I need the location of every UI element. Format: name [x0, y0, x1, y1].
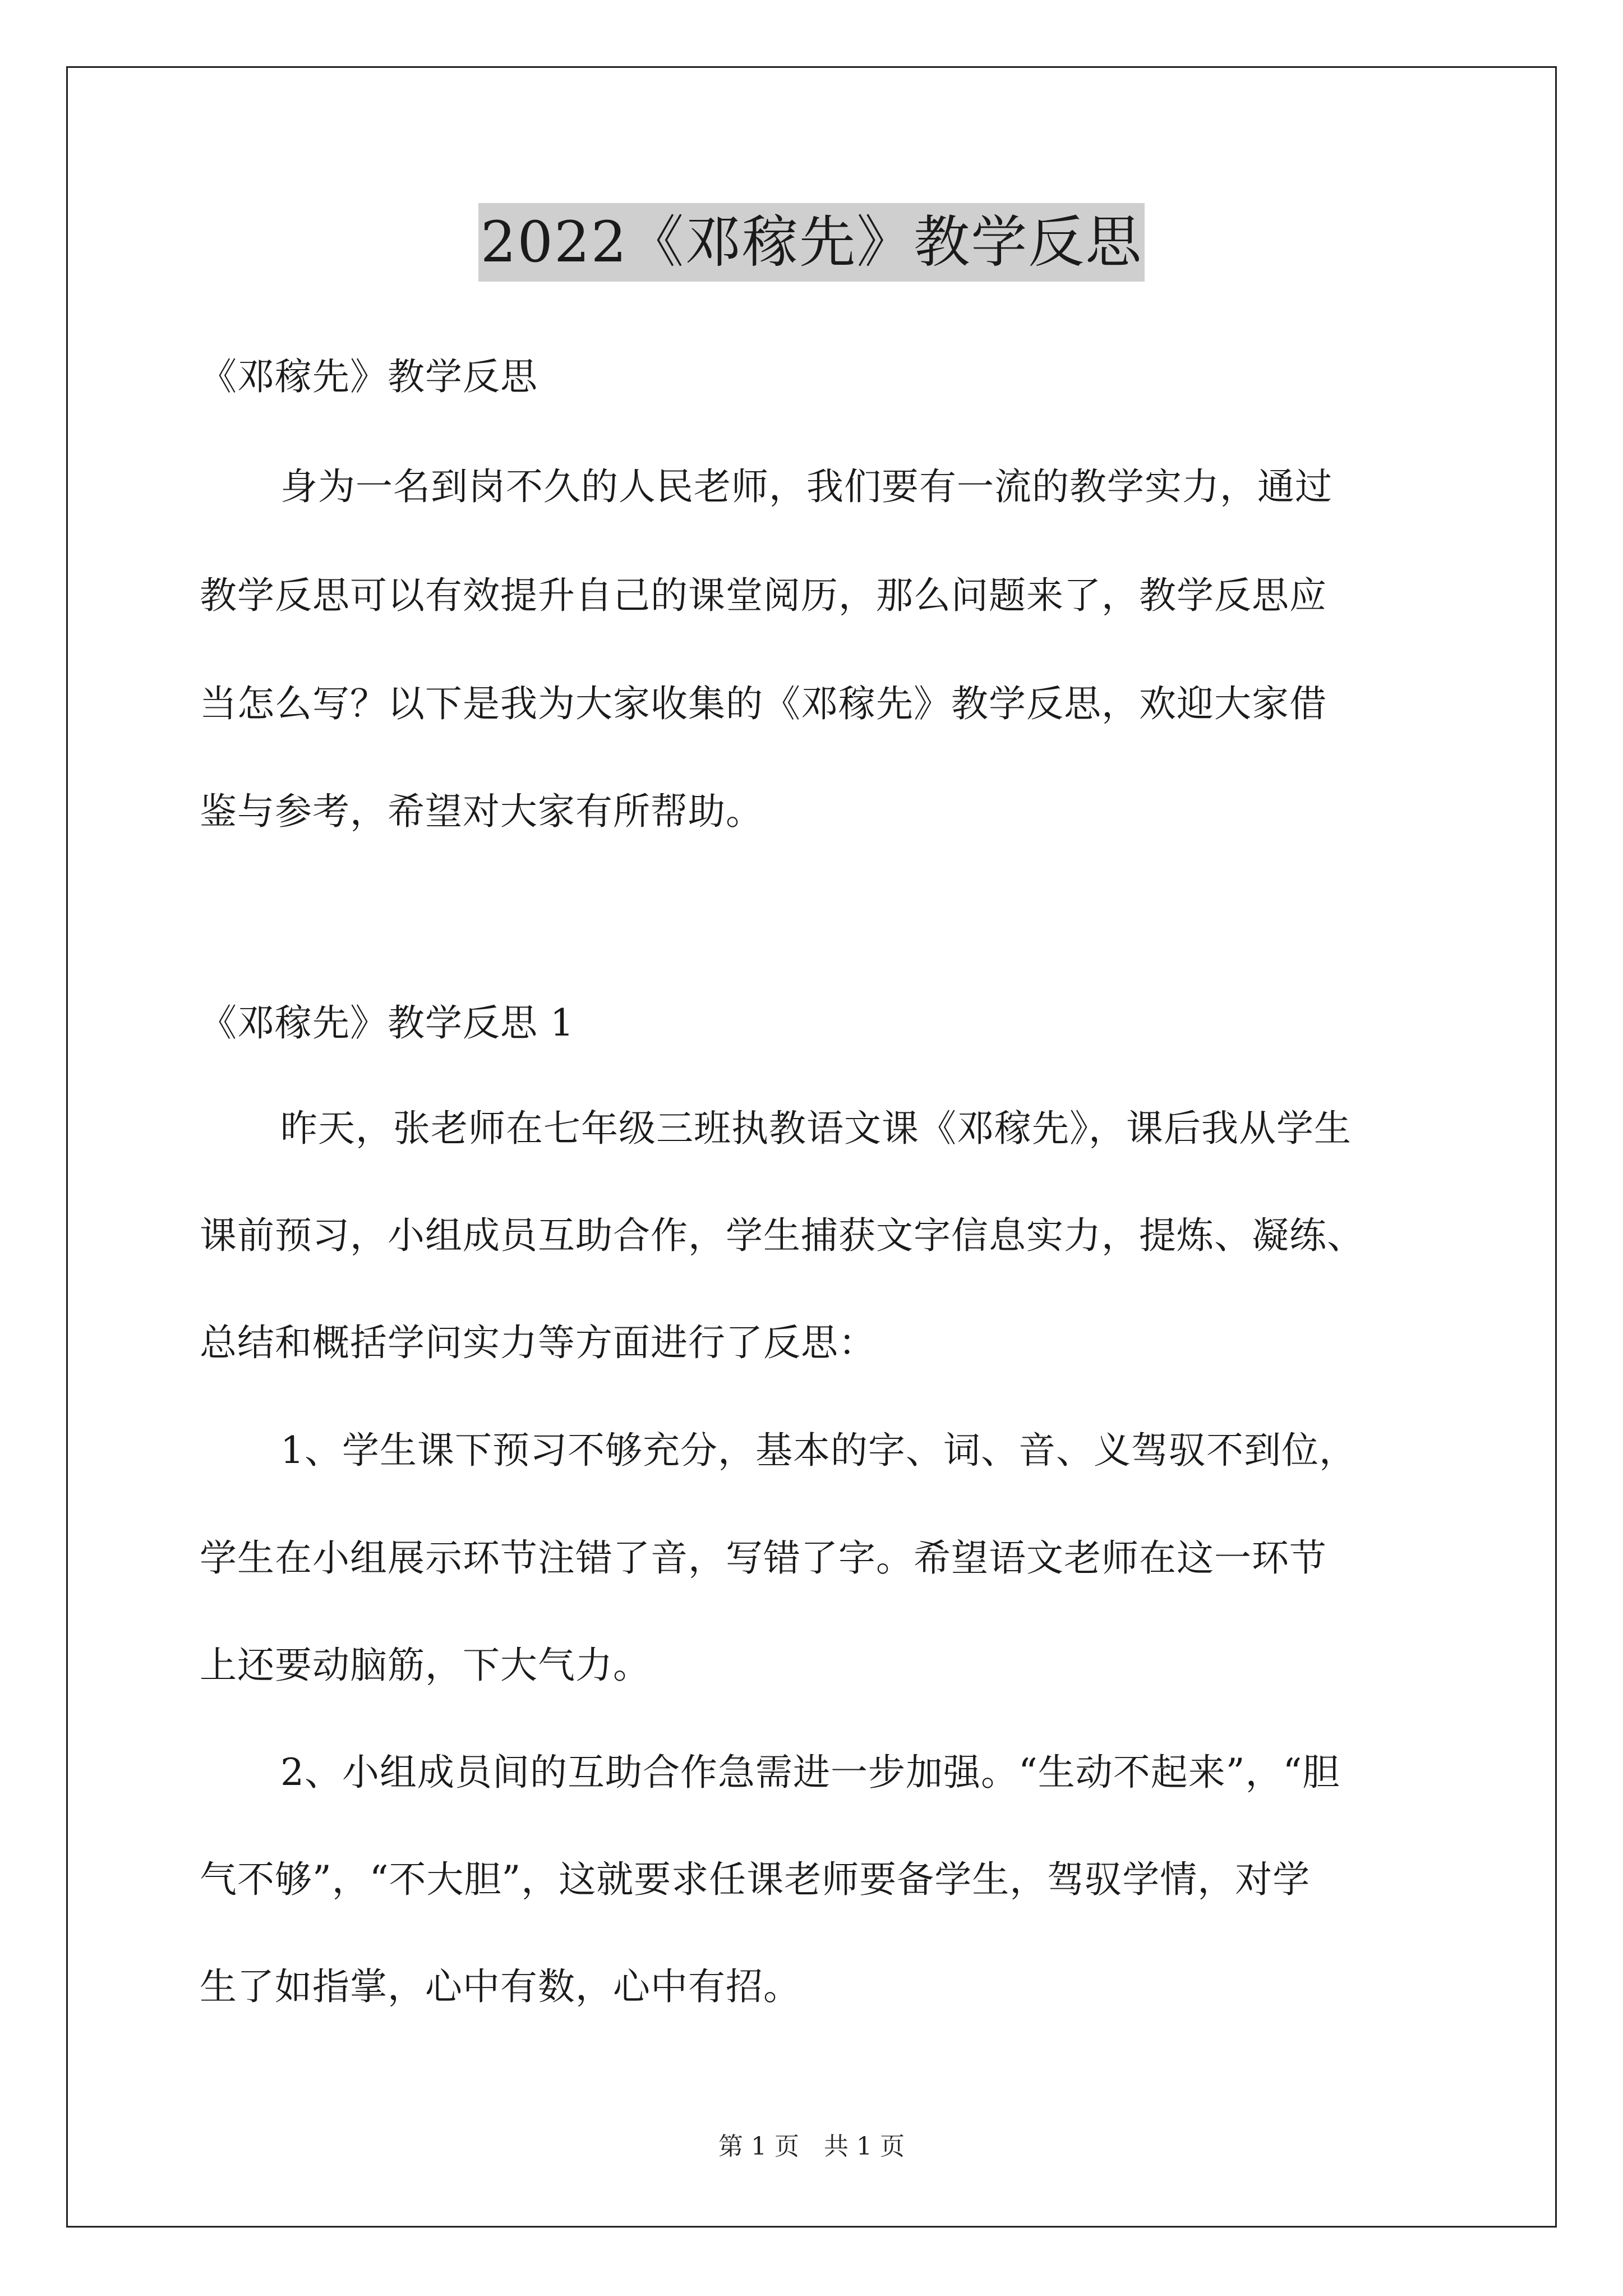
paragraph-line: 鉴与参考，希望对大家有所帮助。	[200, 790, 763, 833]
document-title: 2022《邓稼先》教学反思	[478, 203, 1145, 282]
paragraph-line: 昨天，张老师在七年级三班执教语文课《邓稼先》，课后我从学生	[280, 1107, 1352, 1150]
title-container	[0, 203, 1623, 282]
paragraph-line: 当怎么写？以下是我为大家收集的《邓稼先》教学反思，欢迎大家借	[200, 682, 1327, 725]
paragraph-line: 2、小组成员间的互助合作急需进一步加强。“生动不起来”，“胆	[280, 1751, 1340, 1794]
paragraph-line: 总结和概括学问实力等方面进行了反思：	[200, 1321, 876, 1364]
page-footer: 第 1 页 共 1 页	[718, 2132, 905, 2161]
paragraph-line: 课前预习，小组成员互助合作，学生捕获文字信息实力，提炼、凝练、	[200, 1214, 1364, 1257]
paragraph-line: 生了如指掌，心中有数，心中有招。	[200, 1965, 801, 2008]
paragraph-line: 教学反思可以有效提升自己的课堂阅历，那么问题来了，教学反思应	[200, 574, 1327, 617]
paragraph-line: 身为一名到岗不久的人民老师，我们要有一流的教学实力，通过	[280, 465, 1332, 508]
paragraph-line: 1、学生课下预习不够充分，基本的字、词、音、义驾驭不到位，	[280, 1429, 1357, 1472]
paragraph-line: 上还要动脑筋，下大气力。	[200, 1644, 651, 1687]
paragraph-line: 学生在小组展示环节注错了音，写错了字。希望语文老师在这一环节	[200, 1536, 1327, 1580]
section-heading: 《邓稼先》教学反思	[200, 355, 538, 398]
paragraph-line: 气不够”，“不大胆”，这就要求任课老师要备学生，驾驭学情，对学	[200, 1858, 1311, 1901]
section-heading: 《邓稼先》教学反思 1	[200, 1001, 574, 1045]
